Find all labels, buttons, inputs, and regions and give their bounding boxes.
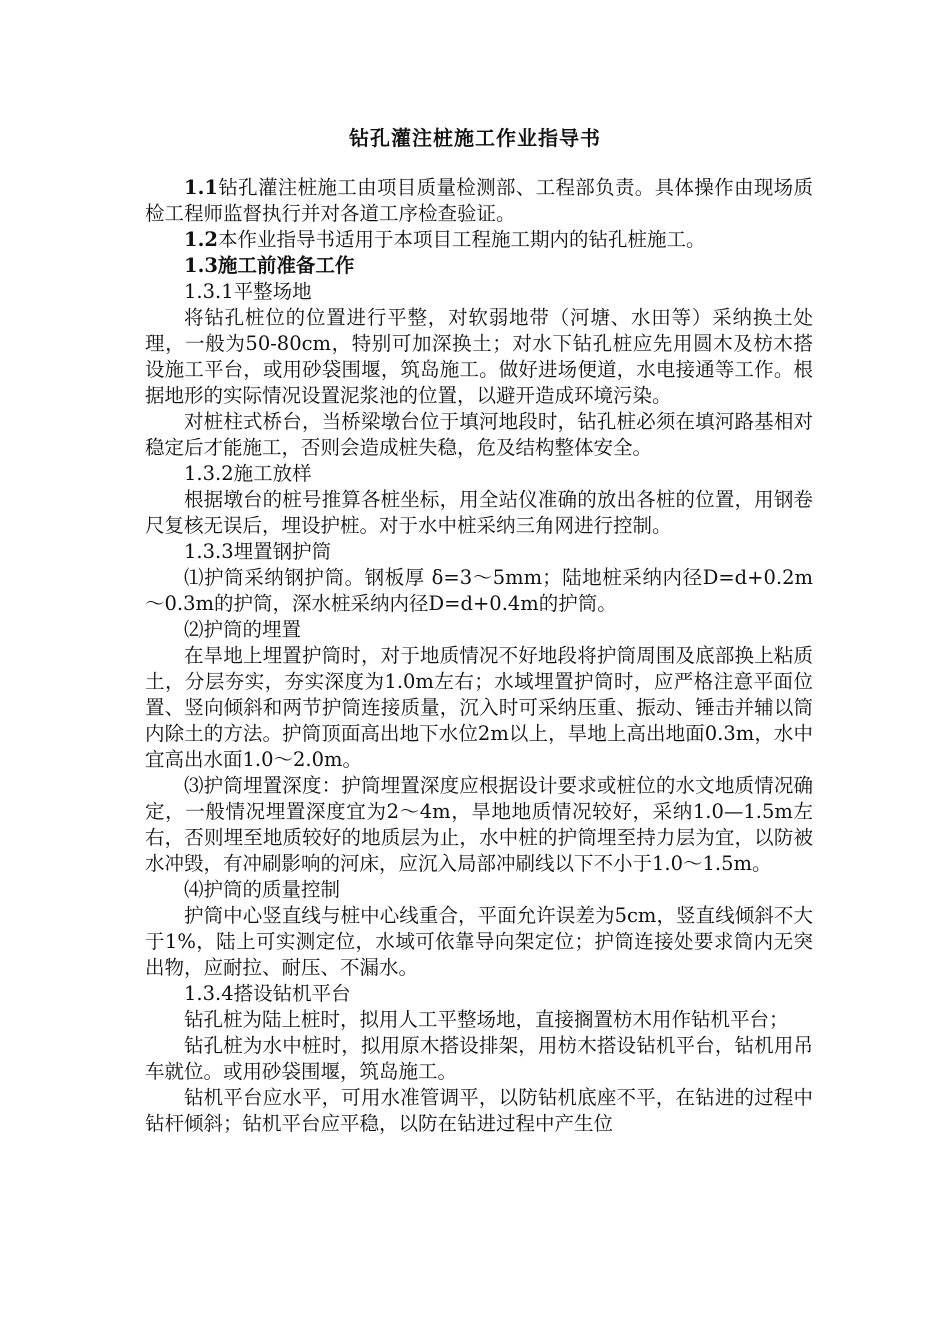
heading-1-3-3: 1.3.3埋置钢护筒 xyxy=(184,540,332,563)
paragraph-1-2-text: 本作业指导书适用于本项目工程施工期内的钻孔桩施工。 xyxy=(217,228,706,251)
paragraph-1-1-text: 钻孔灌注桩施工由项目质量检测部、工程部负责。具体操作由现场质检工程师监督执行并对各道工序检查验证。 xyxy=(145,176,813,225)
paragraph-1-3-3-d: ⑶护筒埋置深度：护筒埋置深度应根据设计要求或桩位的水文地质情况确定，一般情况埋置深度宜为2～4m，旱地地质情况较好，采纳1.0—1.5m左右，否则埋至地质较好的地质层为止，水中桩的护筒埋至持力层为宜，以防被水冲毁，有冲刷影响的河床，应沉入局部冲刷线以下不小于1.0～1.5m。 xyxy=(145,774,813,875)
paragraph-1-3-4-c: 钻机平台应水平，可用水准管调平，以防钻机底座不平，在钻进的过程中钻杆倾斜；钻机平台应平稳，以防在钻进过程中产生位 xyxy=(145,1086,813,1135)
section-number-1-1: 1.1 xyxy=(184,176,218,199)
paragraph-1-2 xyxy=(145,227,813,253)
paragraph-1-3-1-b: 对桩柱式桥台，当桥梁墩台位于填河地段时，钻孔桩必须在填河路基相对稳定后才能施工，否则会造成桩失稳，危及结构整体安全。 xyxy=(145,410,813,459)
document-body xyxy=(145,175,813,1137)
heading-1-3-1: 1.3.1平整场地 xyxy=(184,280,312,303)
paragraph-1-1 xyxy=(145,175,813,227)
paragraph-1-3-3-b: ⑵护筒的埋置 xyxy=(184,618,302,641)
section-number-1-2: 1.2 xyxy=(184,228,218,251)
paragraph-1-3-2-a: 根据墩台的桩号推算各桩坐标，用全站仪准确的放出各桩的位置，用钢卷尺复核无误后，埋设护桩。对于水中桩采纳三角网进行控制。 xyxy=(145,488,813,537)
paragraph-1-3-3-a: ⑴护筒采纳钢护筒。钢板厚 δ=3～5mm；陆地桩采纳内径D=d+0.2m～0.3m的护筒，深水桩采纳内径D=d+0.4m的护筒。 xyxy=(145,566,813,615)
paragraph-1-3-3-e: ⑷护筒的质量控制 xyxy=(184,878,341,901)
heading-1-3-2: 1.3.2施工放样 xyxy=(184,462,312,485)
paragraph-1-3-4-a: 钻孔桩为陆上桩时，拟用人工平整场地，直接搁置枋木用作钻机平台； xyxy=(184,1008,789,1031)
paragraph-1-3-3-f: 护筒中心竖直线与桩中心线重合，平面允许误差为5cm，竖直线倾斜不大于1%，陆上可实测定位，水域可依靠导向架定位；护筒连接处要求筒内无突出物，应耐拉、耐压、不漏水。 xyxy=(145,904,813,979)
paragraph-1-3-3-c: 在旱地上埋置护筒时，对于地质情况不好地段将护筒周围及底部换上粘质土，分层夯实，夯实深度为1.0m左右；水域埋置护筒时，应严格注意平面位置、竖向倾斜和两节护筒连接质量，沉入时可采纳压重、振动、锤击并辅以筒内除土的方法。护筒顶面高出地下水位2m以上，旱地上高出地面0.3m，水中宜高出水面1.0～2.0m。 xyxy=(145,644,813,771)
heading-1-3: 1.3施工前准备工作 xyxy=(184,254,355,277)
paragraph-1-3-1-a: 将钻孔桩位的位置进行平整，对软弱地带（河塘、水田等）采纳换土处理，一般为50-80cm，特别可加深换土；对水下钻孔桩应先用圆木及枋木搭设施工平台，或用砂袋围堰，筑岛施工。做好进场便道，水电接通等工作。根据地形的实际情况设置泥浆池的位置，以避开造成环境污染。 xyxy=(145,306,813,407)
document-title: 钻孔灌注桩施工作业指导书 xyxy=(349,126,601,150)
heading-1-3-4: 1.3.4搭设钻机平台 xyxy=(184,982,351,1005)
paragraph-1-3-4-b: 钻孔桩为水中桩时，拟用原木搭设排架，用枋木搭设钻机平台，钻机用吊车就位。或用砂袋围堰，筑岛施工。 xyxy=(145,1034,813,1083)
